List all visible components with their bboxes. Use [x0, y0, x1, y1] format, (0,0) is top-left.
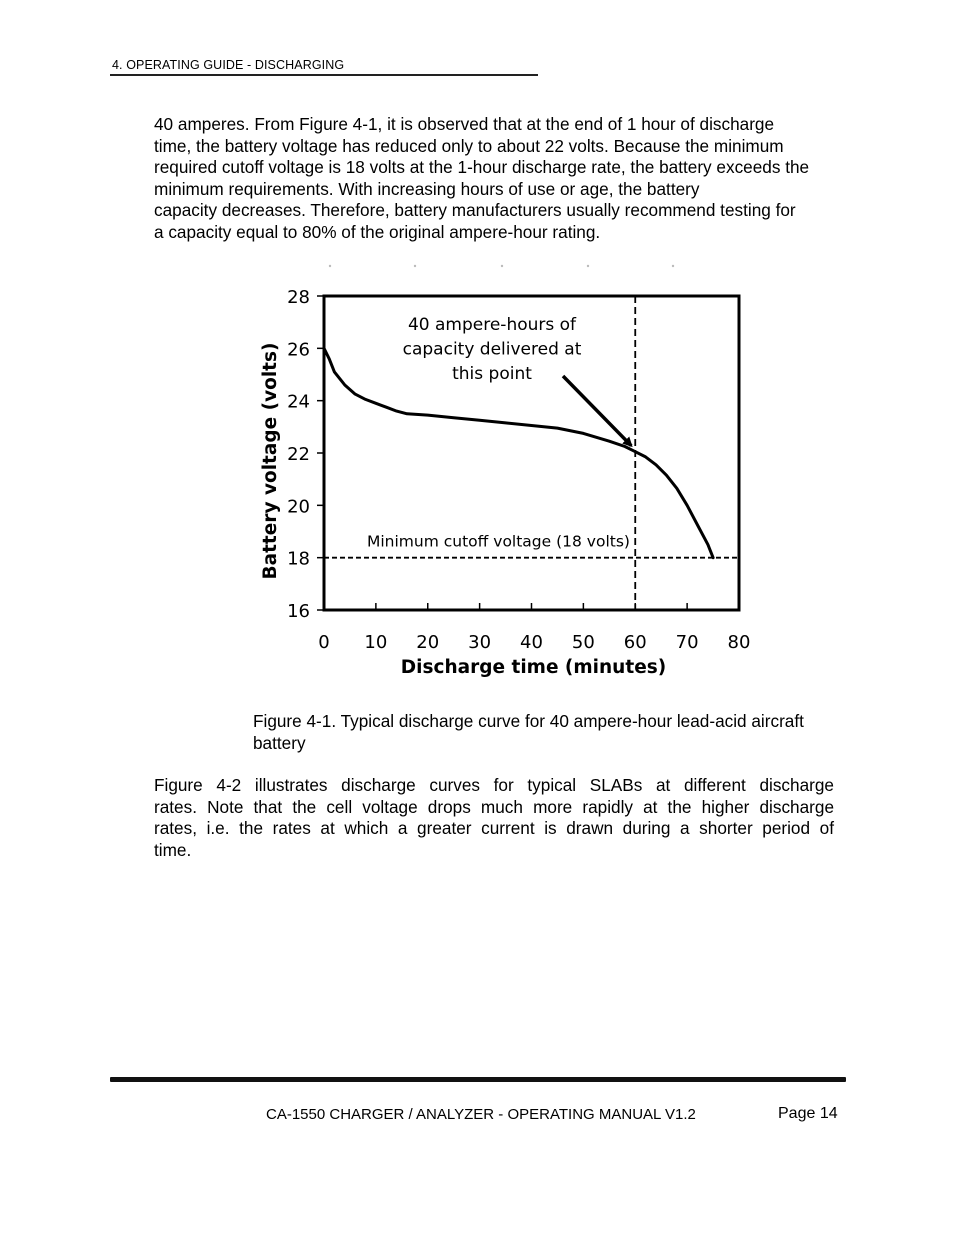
x-tick-label: 10 — [364, 632, 388, 653]
caption-line: battery — [253, 732, 306, 753]
annotation-line: 40 ampere-hours of — [407, 315, 577, 335]
y-tick-label: 22 — [287, 444, 310, 465]
x-tick-label: 80 — [727, 632, 751, 653]
x-tick-label: 70 — [675, 632, 699, 653]
paragraph-line: minimum requirements. With increasing hours of use or age, the battery — [154, 178, 700, 199]
y-tick-label: 20 — [287, 496, 310, 518]
discharge-curve-figure — [255, 258, 775, 693]
figure-caption — [253, 711, 863, 754]
annotation-line: capacity delivered at — [402, 339, 582, 360]
footer-divider — [110, 1077, 846, 1082]
paragraph-line: Figure 4-2 illustrates discharge curves for typical SLABs at different discharge — [154, 775, 834, 795]
paragraph-line: rates. Note that the cell voltage drops much more rapidly at the higher discharge — [154, 796, 834, 817]
y-tick-label: 28 — [287, 287, 310, 308]
x-tick-label: 60 — [623, 632, 647, 653]
x-tick-label: 40 — [520, 632, 543, 653]
paragraph-line: rates, i.e. the rates at which a greater current is drawn during a shorter period of — [154, 818, 834, 838]
x-tick-label: 0 — [318, 632, 330, 653]
y-tick-label: 16 — [287, 601, 310, 622]
discharge-chart — [255, 258, 775, 688]
paragraph-line: capacity decreases. Therefore, battery manufacturers usually recommend testing for — [154, 200, 796, 220]
paragraph-line: a capacity equal to 80% of the original ampere-hour rating. — [154, 221, 601, 242]
x-tick-label: 30 — [468, 632, 492, 653]
y-tick-label: 26 — [287, 339, 310, 361]
decorative-dot — [672, 265, 674, 267]
y-tick-label: 18 — [287, 548, 310, 570]
x-tick-label: 50 — [571, 632, 595, 653]
section-header: 4. OPERATING GUIDE - DISCHARGING — [112, 58, 345, 72]
paragraph-line: 40 amperes. From Figure 4-1, it is observed that at the end of 1 hour of discharge — [154, 114, 775, 134]
paragraph-line: required cutoff voltage is 18 volts at the 1-hour discharge rate, the battery exceeds the — [154, 157, 810, 177]
decorative-dot — [414, 265, 416, 267]
cutoff-label: Minimum cutoff voltage (18 volts) — [367, 532, 630, 551]
decorative-dot — [587, 265, 589, 267]
header-divider — [110, 74, 538, 76]
body-paragraph-1 — [154, 114, 864, 243]
annotation-line: this point — [452, 364, 532, 384]
y-tick-label: 24 — [287, 391, 310, 413]
page-number: Page 14 — [778, 1105, 838, 1122]
paragraph-line: time. — [154, 839, 192, 860]
footer-manual-title: CA-1550 CHARGER / ANALYZER - OPERATING MANUAL V1.2 — [266, 1106, 696, 1123]
decorative-dot — [329, 265, 331, 267]
decorative-dot — [501, 265, 503, 267]
annotation-arrow — [563, 376, 631, 446]
x-tick-label: 20 — [416, 632, 440, 653]
y-axis-title: Battery voltage (volts) — [260, 342, 281, 580]
paragraph-line: time, the battery voltage has reduced only to about 22 volts. Because the minimum — [154, 135, 784, 156]
body-paragraph-2 — [154, 775, 834, 861]
x-axis-title: Discharge time (minutes) — [400, 657, 667, 678]
caption-line: Figure 4-1. Typical discharge curve for 40 ampere-hour lead-acid aircraft — [253, 711, 804, 731]
